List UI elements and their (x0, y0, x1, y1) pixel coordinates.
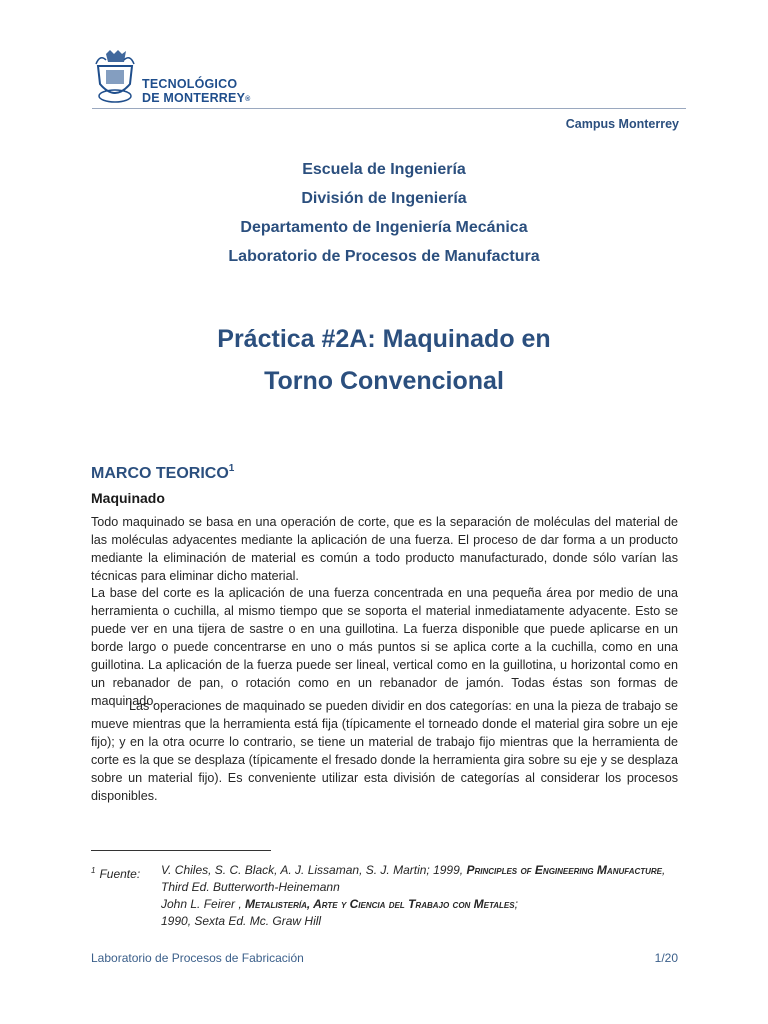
paragraph-text: Todo maquinado se basa en una operación de corte, que es la separación de moléculas del material de las moléculas adyacentes mediante la aplicación de una fuerza. El proceso de dar forma a un producto mediante la eliminación de material es común a todo producto manufacturado, donde sólo varían las técnicas para eliminar dicho material. (91, 515, 678, 583)
logo-line-2: DE MONTERREY® (142, 91, 251, 105)
division-line: División de Ingeniería (301, 190, 467, 207)
school-line: Escuela de Ingeniería (302, 161, 466, 178)
institution-lines (0, 155, 768, 271)
logo-wordmark (142, 77, 250, 107)
section-heading-text: MARCO TEORICO (91, 465, 229, 482)
logo-mark: ® (245, 96, 251, 103)
paragraph-1 (91, 513, 678, 589)
paragraph-text: La base del corte es la aplicación de una fuerza concentrada en una pequeña área por medio de una herramienta o cuchilla, al mismo tiempo que se soporta el material inmediatamente adyacente. Esto se puede ver en una tijera de sastre o en una guillotina. La fuerza disponible que puede aplicarse en un borde largo o puede concentrarse en uno o más puntos si se aplica corte a la cuchilla, como en una guillotina. La aplicación de la fuerza puede ser lineal, vertical como en la guillotina, u horizontal como en un rebanador de pan, o rotación como en un rebanador de jamón. Todas éstas son formas de maquinado. (91, 586, 678, 708)
paragraph-3 (91, 697, 678, 809)
subheading: Maquinado (91, 490, 165, 506)
reference-2-line-2: 1990, Sexta Ed. Mc. Graw Hill (161, 914, 322, 928)
page-number: 1/20 (654, 951, 678, 965)
paragraph-text: Las operaciones de maquinado se pueden dividir en dos categorías: en una la pieza de trabajo se mueve mientras que la herramienta está fija (típicamente el torneado donde el material gira sobre un eje fijo); y en la otra ocurre lo contrario, se tiene un material de trabajo fijo mientras que la herramienta de corte es la que se desplaza (típicamente el fresado donde la herramienta gira sobre su eje y se desplaza sobre un material fijo). Es conveniente utilizar esta división de categorías al considerar los procesos disponibles. (91, 699, 678, 803)
reference-2-title: Metalistería, Arte y Ciencia del Trabajo con Metales (245, 897, 515, 911)
header-rule (92, 108, 686, 109)
reference-1: V. Chiles, S. C. Black, A. J. Lissaman, S. J. Martin; 1999, Principles of Engineering Manufacture, Third Ed. Butterworth-Heinemann (161, 863, 666, 894)
section-heading (91, 463, 234, 483)
title-line-2: Torno Convencional (264, 367, 504, 395)
footnote-rule (91, 850, 271, 851)
footer-lab-name: Laboratorio de Procesos de Fabricación (91, 951, 304, 965)
seal-icon (94, 50, 136, 110)
institution-logo (94, 50, 354, 110)
footnote-label: $^1$ Fuente: (91, 866, 141, 881)
paragraph-2 (91, 584, 678, 714)
department-line: Departamento de Ingeniería Mecánica (240, 219, 528, 236)
footnote-number: 1 (91, 866, 96, 875)
campus-label: Campus Monterrey (565, 117, 679, 131)
reference-2: John L. Feirer , Metalistería, Arte y Ciencia del Trabajo con Metales; (161, 897, 518, 911)
footnote (91, 862, 691, 930)
laboratory-line: Laboratorio de Procesos de Manufactura (228, 248, 540, 265)
footnote-references (161, 862, 691, 930)
title-line-1: Práctica #2A: Maquinado en (217, 325, 551, 353)
page-title (0, 318, 768, 402)
footnote-ref: 1 (228, 463, 235, 474)
reference-1-title: Principles of Engineering Manufacture (466, 863, 663, 877)
page-footer (91, 951, 678, 965)
logo-line-1: TECNOLÓGICO (142, 77, 238, 91)
